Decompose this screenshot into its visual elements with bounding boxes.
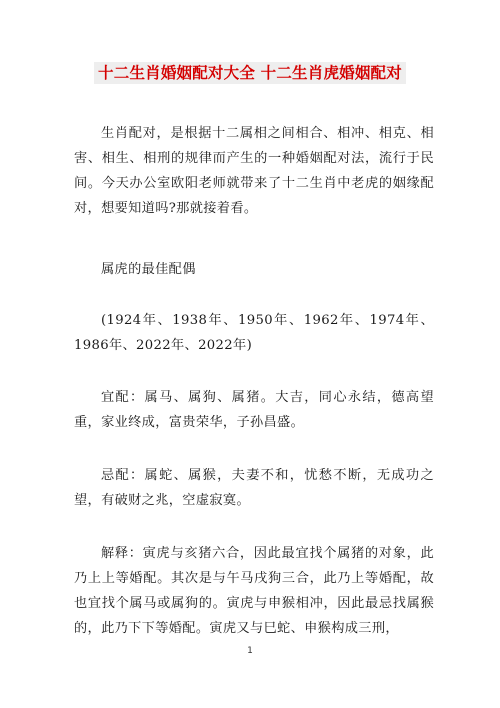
page-number: 1 [247, 646, 253, 656]
document-title: 十二生肖婚姻配对大全 十二生肖虎婚姻配对 [94, 62, 406, 84]
avoid-match-paragraph: 忌配：属蛇、属猴，夫妻不和，忧愁不断，无成功之望，有破财之兆，空虚寂寞。 [74, 468, 434, 508]
suitable-match-paragraph: 宜配：属马、属狗、属猪。大吉，同心永结，德高望重，家业终成，富贵荣华，子孙昌盛。 [74, 390, 434, 430]
years-paragraph: (1924年、1938年、1950年、1962年、1974年、1986年、2022年、2022年) [74, 313, 434, 353]
document-title-bar [0, 62, 500, 84]
intro-paragraph: 生肖配对，是根据十二属相之间相合、相冲、相克、相害、相生、相刑的规律而产生的一种婚姻配对法，流行于民间。今天办公室欧阳老师就带来了十二生肖中老虎的姻缘配对，想要知道吗?那就接着看。 [74, 126, 434, 216]
section-heading: 属虎的最佳配偶 [101, 262, 196, 277]
explanation-paragraph: 解释：寅虎与亥猪六合，因此最宜找个属猪的对象，此乃上上等婚配。其次是与午马戌狗三合，此乃上等婚配，故也宜找个属马或属狗的。寅虎与申猴相冲，因此最忌找属猴的，此乃下下等婚配。寅虎又与巳蛇、申猴构成三刑， [74, 546, 434, 636]
